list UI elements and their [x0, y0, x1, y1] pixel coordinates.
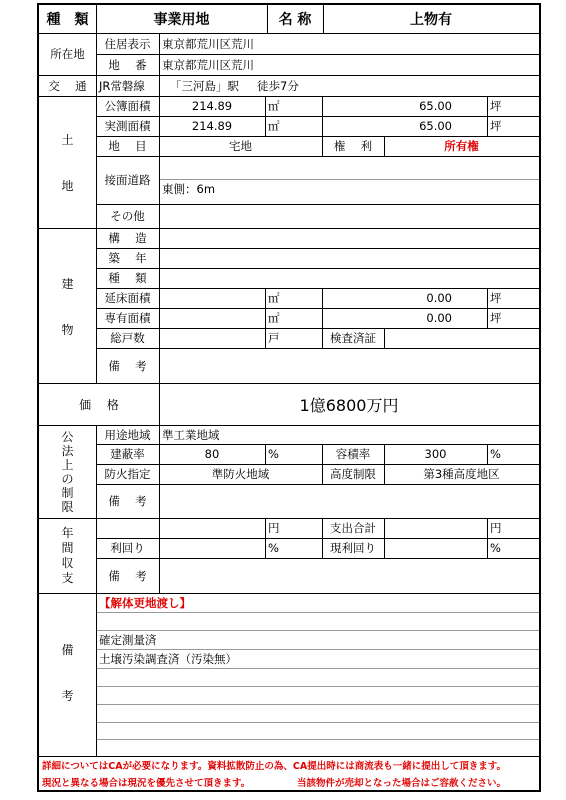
- footer-note-1: 詳細についてはCAが必要になります。資料拡散防止の為、CA提出時には商流表も一緒に提出して頂きます。: [42, 760, 506, 772]
- percent-unit: %: [490, 541, 501, 555]
- actual-area-m2: 214.89: [191, 119, 233, 133]
- remarks-label-1: 備: [61, 642, 74, 657]
- address-label: 住居表示: [104, 36, 151, 51]
- land-label-2: 地: [61, 178, 74, 193]
- fire-label: 防火指定: [104, 467, 151, 481]
- m2-unit: ㎡: [268, 99, 280, 113]
- registry-area-tsubo: 65.00: [419, 99, 452, 113]
- category-label: 地 目: [108, 139, 147, 153]
- footer-note-2a: 現況と異なる場合は現況を優先させて頂きます。: [42, 777, 251, 789]
- address-value: 東京都荒川区荒川: [162, 36, 254, 51]
- property-sheet: [37, 3, 541, 792]
- floor-area-tsubo: 0.00: [426, 291, 452, 305]
- price-label: 価 格: [79, 397, 119, 412]
- registry-area-m2: 214.89: [191, 99, 233, 113]
- yen-unit: 円: [490, 521, 502, 535]
- private-area-label: 専有面積: [104, 311, 151, 325]
- building-remarks-label: 備 考: [108, 358, 147, 373]
- tsubo-unit: 坪: [490, 311, 502, 325]
- remarks-label-2: 考: [61, 688, 74, 703]
- private-area-tsubo: 0.00: [426, 311, 452, 325]
- location-label: 所在地: [50, 47, 85, 61]
- transport-line: JR常磐線: [99, 78, 145, 93]
- built-label: 築 年: [108, 251, 147, 265]
- other-label: その他: [110, 209, 145, 223]
- expense-label: 支出合計: [330, 521, 376, 535]
- fire-value: 準防火地域: [211, 467, 270, 481]
- height-label: 高度制限: [330, 467, 376, 481]
- floor-area-unit: ㎡: [268, 291, 280, 305]
- income-remarks-label: 備 考: [108, 568, 147, 583]
- category-value: 宅地: [229, 139, 252, 153]
- units-label: 総戸数: [110, 331, 145, 345]
- kind-label: 種 類: [108, 271, 147, 285]
- tsubo-unit: 坪: [490, 99, 502, 113]
- bcr-label: 建蔽率: [110, 447, 145, 461]
- percent-unit: %: [490, 447, 501, 461]
- far-label: 容積率: [335, 447, 371, 461]
- bcr-value: 80: [204, 447, 220, 461]
- building-label-1: 建: [61, 276, 74, 291]
- tsubo-unit: 坪: [490, 291, 502, 305]
- land-label-1: 土: [61, 132, 74, 147]
- tsubo-unit: 坪: [490, 119, 502, 133]
- footer-note-2b: 当該物件が売却となった場合はご容赦ください。: [297, 777, 507, 789]
- type-label: 種 類: [46, 12, 89, 28]
- transport-walk: 徒歩7分: [257, 78, 299, 93]
- inspection-label: 検査済証: [330, 331, 376, 345]
- remarks-line-3: 土壌汚染調査済（汚染無）: [99, 651, 237, 666]
- regulation-label: 公 法 上 の 制 限: [61, 429, 74, 514]
- floor-area-label: 延床面積: [104, 291, 151, 305]
- type-value: 事業用地: [153, 12, 210, 28]
- transport-station: 「三河島」駅: [170, 78, 239, 93]
- name-value: 上物有: [410, 12, 452, 28]
- yen-unit: 円: [268, 521, 280, 535]
- registry-area-label: 公簿面積: [104, 99, 151, 113]
- units-unit: 戸: [268, 331, 280, 345]
- road-label: 接面道路: [104, 173, 151, 187]
- lot-value: 東京都荒川区荒川: [162, 57, 254, 72]
- percent-unit: %: [268, 447, 279, 461]
- building-label-2: 物: [61, 322, 74, 337]
- height-value: 第3種高度地区: [423, 467, 500, 481]
- yield-label: 利回り: [110, 541, 145, 555]
- m2-unit: ㎡: [268, 119, 280, 133]
- far-value: 300: [424, 447, 447, 461]
- zoning-value: 準工業地域: [162, 427, 220, 442]
- remarks-line-2: 確定測量済: [99, 632, 157, 647]
- rights-value: 所有権: [444, 139, 479, 153]
- private-area-unit: ㎡: [268, 311, 280, 325]
- zoning-label: 用途地域: [104, 427, 151, 442]
- structure-label: 構 造: [108, 231, 147, 245]
- rights-label: 権 利: [333, 139, 373, 153]
- actual-area-tsubo: 65.00: [419, 119, 452, 133]
- net-yield-label: 現利回り: [330, 541, 376, 555]
- lot-label: 地 番: [108, 57, 147, 72]
- actual-area-label: 実測面積: [104, 119, 151, 133]
- name-label: 名 称: [278, 12, 312, 28]
- road-value: 東側：6m: [162, 182, 216, 196]
- remarks-line-1: 【解体更地渡し】: [99, 595, 191, 610]
- percent-unit: %: [268, 541, 279, 555]
- regulation-remarks-label: 備 考: [108, 494, 147, 508]
- transport-label: 交 通: [48, 78, 87, 93]
- income-label: 年 間 収 支: [61, 525, 74, 585]
- price-value: 1億6800万円: [299, 395, 399, 415]
